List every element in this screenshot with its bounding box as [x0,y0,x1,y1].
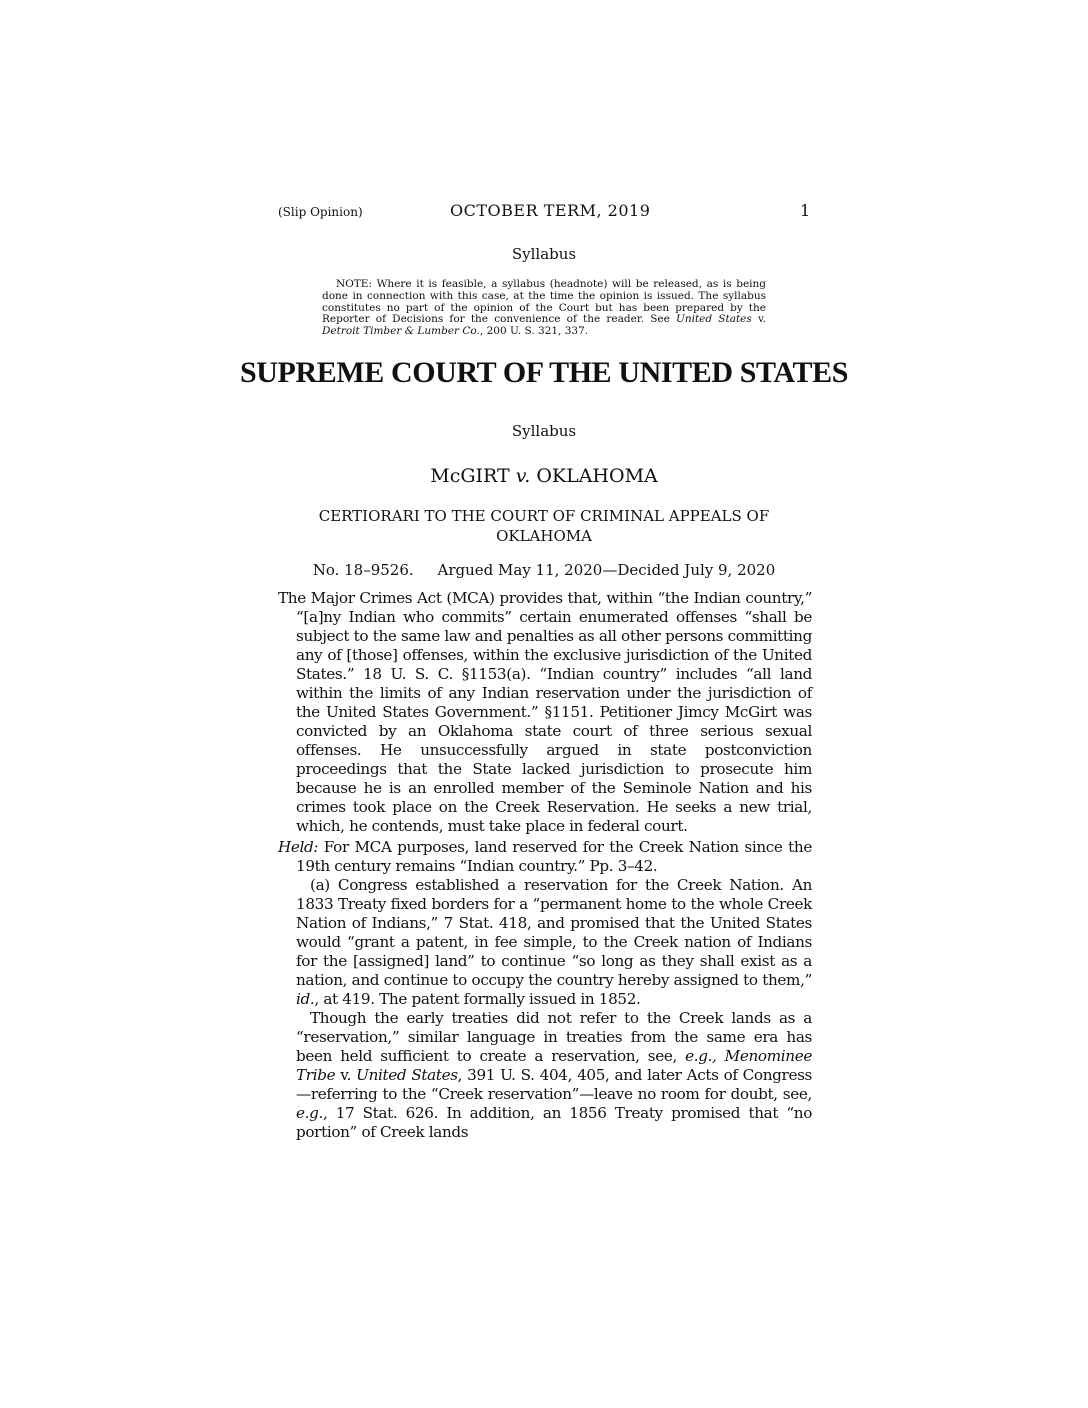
reporter-note [322,279,766,338]
court-name: SUPREME COURT OF THE UNITED STATES [240,356,848,389]
versus: v. [515,465,531,487]
paragraph-b-case-1: e.g., Menominee Tribe [296,1047,812,1084]
paragraph-a-id: id. [296,990,315,1008]
note-text-1: NOTE: Where it is feasible, a syllabus (headnote) will be released, as is being done in connection with this case, at the time the opinion is issued. The syllabus constitutes no part of the opinion of the Court but has been prepared by the Reporter of Decisions for the convenience of the reader. See [322,278,766,326]
paragraph-b-case-2: United States [356,1066,458,1084]
paragraph-a-text-1: (a) Congress established a reservation for the Creek Nation. An 1833 Treaty fixed borders for a “permanent home to the whole Creek Nation of Indians,” 7 Stat. 418, and promised that the United States would “grant a patent, in fee simple, to the Creek nation of Indians for the [assigned] land” to continue “so long as they shall exist as a nation, and continue to occupy the country hereby assigned to them,” [296,876,812,989]
held-text: For MCA purposes, land reserved for the Creek Nation since the 19th century remains “Indian country.” Pp. 3–42. [296,838,812,875]
syllabus-heading-top: Syllabus [511,245,577,263]
paragraph-background: The Major Crimes Act (MCA) provides that, within “the Indian country,” “[a]ny Indian who commits” certain enumerated offenses “shall be subject to the same law and penalties as all other persons committing any of [those] offenses, within the exclusive jurisdiction of the United States.” 18 U. S. C. §1153(a). “Indian country” includes “all land within the limits of any Indian reservation under the jurisdiction of the United States Government.” §1151. Petitioner Jimcy McGirt was convicted by an Oklahoma state court of three serious sexual offenses. He unsuccessfully argued in state postconviction proceedings that the State lacked jurisdiction to prosecute him because he is an enrolled member of the Seminole Nation and his crimes took place on the Creek Reservation. He seeks a new trial, which, he contends, must take place in federal court. [278,589,812,835]
syllabus-heading: Syllabus [511,422,577,440]
paragraph-b-text-1: Though the early treaties did not refer to the Creek lands as a “reservation,” similar language in treaties from the same era has been held sufficient to create a reservation, see, [296,1009,812,1065]
held-label: Held: [278,838,319,856]
paragraph-a [278,876,812,1009]
note-case-name-2: Detroit Timber & Lumber Co. [322,325,480,338]
syllabus-body [278,589,812,1142]
case-title [0,465,1088,487]
certiorari-line: CERTIORARI TO THE COURT OF CRIMINAL APPEALS OF OKLAHOMA [318,507,770,545]
respondent-name: OKLAHOMA [536,465,658,487]
paragraph-b-eg: e.g. [296,1104,323,1122]
slip-opinion-label: (Slip Opinion) [278,205,363,219]
paragraph-b [278,1009,812,1142]
paragraph-held [278,838,812,876]
paragraph-b-text-2: , 391 U. S. 404, 405, and later Acts of Congress—referring to the “Creek reservation”—leave no room for doubt, see, [296,1066,812,1103]
note-versus: v. [751,313,766,326]
paragraph-a-text-2: , at 419. The patent formally issued in 1852. [314,990,641,1008]
term-heading: OCTOBER TERM, 2019 [450,201,651,220]
note-case-name-1: United States [675,313,752,326]
page-number: 1 [800,201,811,220]
note-text-2: , 200 U. S. 321, 337. [479,325,589,338]
petitioner-name: McGIRT [430,465,510,487]
paragraph-b-text-3: , 17 Stat. 626. In addition, an 1856 Treaty promised that “no portion” of Creek lands [296,1104,812,1141]
paragraph-b-versus: v. [335,1066,357,1084]
docket-line: No. 18–9526. Argued May 11, 2020—Decided July 9, 2020 [312,561,776,579]
